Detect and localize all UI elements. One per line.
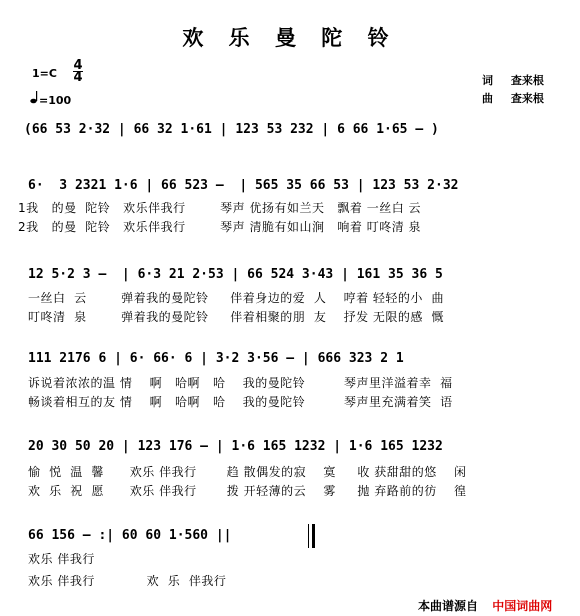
time-top: 4 [73, 58, 83, 73]
final-barline-thick [312, 524, 315, 548]
score-line-4-lyrics-1: 诉说着浓浓的温 情 啊 哈啊 哈 我的曼陀铃 琴声里洋溢着幸 福 [28, 376, 453, 390]
quarter-note-icon [30, 91, 39, 107]
footer-source-label: 本曲谱源自 [418, 599, 479, 613]
footer-source [418, 597, 552, 614]
score-line-6-lyrics-2: 欢乐 伴我行 欢 乐 伴我行 [28, 574, 227, 588]
score-line-1-notes: (66 53 2·32 | 66 32 1·61 | 123 53 232 | 6 66 1·65 – ) [24, 122, 439, 137]
score-line-5-lyrics-2: 欢 乐 祝 愿 欢乐 伴我行 拨 开轻薄的云 雾 抛 弃路前的彷 徨 [28, 484, 467, 498]
music-credit: 曲 查来根 [482, 92, 544, 105]
score-line-4-notes: 111 2176 6 | 6· 66· 6 | 3·2 3·56 – | 666 323 2 1 [28, 351, 404, 366]
time-bottom: 4 [73, 70, 83, 85]
score-line-3-notes: 12 5·2 3 – | 6·3 21 2·53 | 66 524 3·43 | 161 35 36 5 [28, 267, 443, 282]
score-line-5-lyrics-1: 愉 悦 温 馨 欢乐 伴我行 趋 散偶发的寂 寞 收 获甜甜的悠 闲 [28, 465, 467, 479]
score-line-3-lyrics-2: 叮咚清 泉 弹着我的曼陀铃 伴着相聚的朋 友 抒发 无限的感 慨 [28, 310, 445, 324]
score-line-2-notes: 6· 3 2321 1·6 | 66 523 – | 565 35 66 53 | 123 53 2·32 [28, 178, 459, 193]
score-line-2-lyrics-2: 2我 的曼 陀铃 欢乐伴我行 琴声 清脆有如山涧 响着 叮咚清 泉 [18, 220, 422, 234]
lyrics-credit: 词 查来根 [482, 74, 544, 87]
tempo-mark [30, 91, 71, 107]
final-barline-thin [308, 524, 309, 548]
key-label: 1=C [32, 67, 57, 80]
score-line-3-lyrics-1: 一丝白 云 弹着我的曼陀铃 伴着身边的爱 人 哼着 轻轻的小 曲 [28, 291, 445, 305]
footer-site-logo[interactable]: 中国词曲网 [492, 599, 553, 613]
score-line-5-notes: 20 30 50 20 | 123 176 – | 1·6 165 1232 | 1·6 165 1232 [28, 439, 443, 454]
score-line-2-lyrics-1: 1我 的曼 陀铃 欢乐伴我行 琴声 优扬有如兰天 飘着 一丝白 云 [18, 201, 422, 215]
score-line-6-notes: 66 156 – :| 60 60 1·560 || [28, 528, 232, 543]
tempo-value: =100 [39, 94, 72, 107]
key-signature [32, 67, 57, 80]
time-signature [73, 60, 83, 83]
score-line-6-lyrics-1: 欢乐 伴我行 [28, 552, 95, 566]
song-title: 欢 乐 曼 陀 铃 [182, 26, 398, 50]
score-line-4-lyrics-2: 畅谈着相互的友 情 啊 哈啊 哈 我的曼陀铃 琴声里充满着笑 语 [28, 395, 453, 409]
